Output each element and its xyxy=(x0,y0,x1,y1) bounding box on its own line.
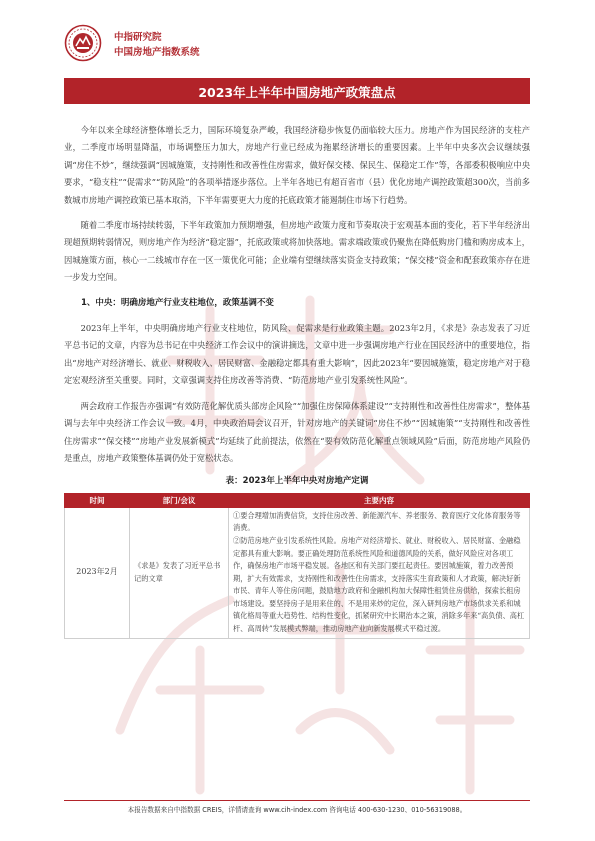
table-caption: 表：2023年上半年中央对房地产定调 xyxy=(225,476,369,487)
cell-content xyxy=(229,507,530,638)
section-heading-central: 1、中央：明确房地产行业支柱地位，政策基调不变 xyxy=(81,297,274,308)
cih-logo-icon xyxy=(64,24,102,62)
table-header-row xyxy=(65,493,530,507)
content-item-2: ②防范房地产业引发系统性风险。房地产对经济增长、就业、财税收入、居民财富、金融稳定都具有重大影响。要正确处理防范系统性风险和道德风险的关系，做好风险应对各项工作，确保房地产市场平稳发展。各地区和有关部门要扛起责任。要因城施策，着力改善预期，扩大有效需求，支持刚性和改善性住房需求，支持落实生育政策和人才政策，解决好新市民、青年人等住房问题，鼓励地方政府和金融机构加大保障性租赁住房供给，探索长租房市场建设。要坚持房子是用来住的、不是用来炒的定位，深入研判房地产市场供求关系和城镇化格局等重大趋势性、结构性变化，抓紧研究中长期治本之策，消除多年来“高负债、高杠杆、高周转”发展模式弊端，推动房地产业向新发展模式平稳过渡。 xyxy=(233,535,525,634)
column-header-meeting: 部门/会议 xyxy=(130,493,229,507)
title-bar xyxy=(64,78,530,104)
table-row xyxy=(65,507,530,638)
column-header-time: 时间 xyxy=(65,493,130,507)
org-name-block xyxy=(114,32,200,59)
cell-time: 2023年2月 xyxy=(65,507,130,638)
paragraph-central-1: 2023年上半年，中央明确房地产行业支柱地位，防风险、促需求是行业政策主题。2023年2月，《求是》杂志发表了习近平总书记的文章，内容为总书记在中央经济工作会议中的演讲摘选，文章中进一步强调房地产行业在国民经济中的重要地位，指出“房地产对经济增长、就业、财税收入、居民财富、金融稳定都具有重大影响”，因此2023年“要因城施策，稳定房地产对于稳定宏观经济至关重要。同时，文章强调支持住房改善等消费、“防范房地产业引发系统性风险”。 xyxy=(64,323,530,386)
report-body xyxy=(64,122,530,639)
cell-meeting: 《求是》发表了习近平总书记的文章 xyxy=(130,507,229,638)
footer-note: 本报告数据来自中指数据 CREIS，详情请查询 www.cih-index.com 咨询电话 400-630-1230、010-56319088。 xyxy=(127,806,467,814)
paragraph-intro: 今年以来全球经济整体增长乏力，国际环境复杂严峻，我国经济稳步恢复仍面临较大压力。房地产作为国民经济的支柱产业，二季度市场明显降温，市场调整压力加大，房地产行业已经成为拖累经济增长的重要因素。上半年中央多次会议继续强调“房住不炒”，继续强调“因城施策，支持刚性和改善性住房需求，做好保交楼、保民生、保稳定工作”等，各部委积极响应中央要求，“稳支柱”“促需求”“防风险”的各项举措逐步落位。上半年各地已有超百省市（县）优化房地产调控政策超300次，当前多数城市房地产调控政策已基本取消，下半年需要更大力度的托底政策才能遏制住市场下行趋势。 xyxy=(64,125,530,205)
org-subname: 中国房地产指数系统 xyxy=(114,47,200,58)
org-name: 中指研究院 xyxy=(114,32,162,43)
column-header-content: 主要内容 xyxy=(229,493,530,507)
page-title: 2023年上半年中国房地产政策盘点 xyxy=(198,85,396,100)
content-item-1: ①要合理增加消费信贷，支持住房改善、新能源汽车、养老服务、教育医疗文化体育服务等消费。 xyxy=(233,510,521,533)
paragraph-central-2: 两会政府工作报告亦强调“有效防范化解优质头部房企风险”“加强住房保障体系建设”“支持刚性和改善性住房需求”，整体基调与去年中央经济工作会议一致。4月，中央政治局会议召开，针对房地产的关键词“房住不炒”“因城施策”“支持刚性和改善性住房需求”“保交楼”“房地产业发展新模式”均延续了此前提法，依然在“要有效防范化解重点领域风险”后面，防范房地产风险仍是重点，房地产政策整体基调仍处于宽松状态。 xyxy=(64,400,530,463)
footer-divider xyxy=(64,800,530,801)
policy-table xyxy=(64,493,530,639)
paragraph-outlook: 随着二季度市场持续转弱，下半年政策加力预期增强，但房地产政策力度和节奏取决于宏观基本面的变化，若下半年经济出现超预期转弱情况，则房地产作为经济“稳定器”，托底政策或将加快落地。需求端政策或仍聚焦在降低购房门槛和购房成本上，因城施策方面，核心一二线城市存在一区一策优化可能；企业端有望继续落实资金支持政策；“保交楼”资金和配套政策亦存在进一步发力空间。 xyxy=(64,220,530,283)
